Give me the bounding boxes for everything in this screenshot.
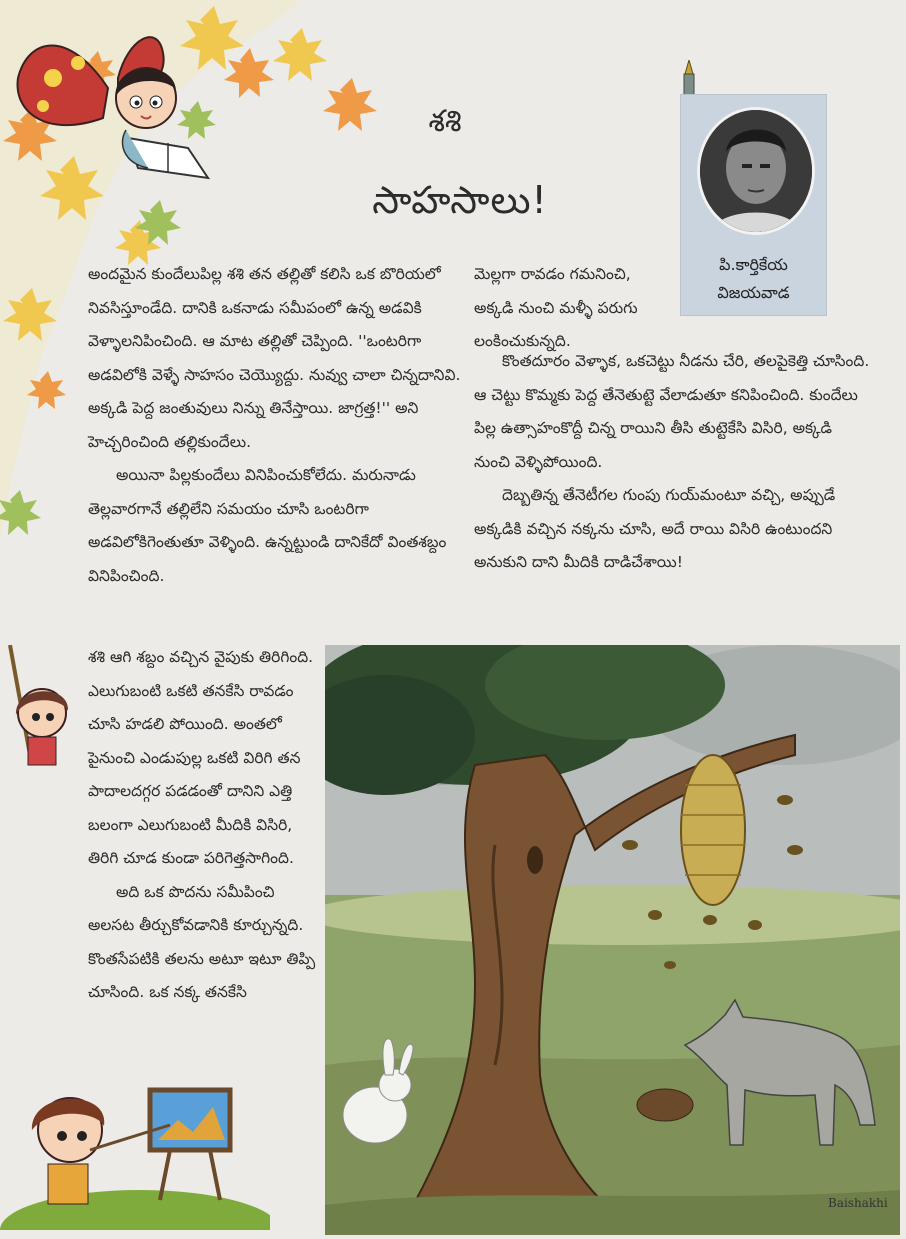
reading-girl-illustration [8,18,218,188]
text-column-left [88,258,466,593]
author-name: పి.కార్తికేయ [719,255,788,274]
story-illustration [325,645,900,1235]
painter-easel-illustration [0,1080,270,1230]
text-column-right-top [474,258,674,359]
illustrator-signature: Baishakhi [828,1196,888,1210]
paragraph: అయినా పిల్లకుందేలు వినిపించుకోలేదు. మరునాడు తెల్లవారగానే తల్లిలేని సమయం చూసి ఒంటరిగా అడవిలోకిగెంతుతూ వెళ్ళింది. ఉన్నట్టుండి దానికేదో వింతశబ్దం వినిపించింది. [88,466,447,585]
author-city: విజయవాడ [717,283,790,302]
painter-girl-icon [4,645,74,770]
author-box [680,94,827,316]
text-column-right [474,345,870,580]
paragraph: మెల్లగా రావడం గమనించి, అక్కడి నుంచి మళ్ళీ పరుగు లంకించుకున్నది. [474,265,638,350]
author-photo [697,107,815,235]
paragraph: దెబ్బతిన్న తేనెటీగల గుంపు గుయ్‌మంటూ వచ్చి, అప్పుడే అక్కడికి వచ్చిన నక్కను చూసి, అదే రాయి విసిరి ఉంటుందని అనుకుని దాని మీదికి దాడిచేశాయి! [474,486,836,571]
text-column-left-narrow [88,641,316,1010]
paragraph: కొంతదూరం వెళ్ళాక, ఒకచెట్టు నీడను చేరి, తలపైకెత్తి చూసింది. ఆ చెట్టు కొమ్మకు పెద్ద తేనెతుట్టె వేలాడుతూ కనిపించింది. కుందేలు పిల్ల ఉత్సాహంకొద్దీ చిన్న రాయిని తీసి తుట్టెకేసి విసిరి, అక్కడి నుంచి వెళ్ళిపోయింది. [474,352,870,471]
paragraph: అది ఒక పొదను సమీపించి అలసట తీర్చుకోవడానికి కూర్చున్నది. కొంతసేపటికి తలను అటూ ఇటూ తిప్పి చూసింది. ఒక నక్క తనకేసి [88,882,316,1001]
paragraph: అందమైన కుందేలుపిల్ల శశి తన తల్లితో కలిసి ఒక బొరియలో నివసిస్తూండేది. దానికి ఒకనాడు సమీపంలో ఉన్న అడవికి వెళ్ళాలనిపించింది. ఆ మాట తల్లితో చెప్పింది. ''ఒంటరిగా అడవిలోకి వెళ్ళే సాహసం చెయ్యొద్దు. నువ్వు చాలా చిన్నదానివి. అక్కడి పెద్ద జంతువులు నిన్ను తినేస్తాయి. జాగ్రత్త!'' అని హెచ్చరించింది తల్లికుందేలు. [88,265,461,451]
paragraph: శశి ఆగి శబ్దం వచ్చిన వైపుకు తిరిగింది. ఎలుగుబంటి ఒకటి తనకేసి రావడం చూసి హడలి పోయింది. అంతలో పైనుంచి ఎండుపుల్ల ఒకటి విరిగి తన పాదాలదగ్గర పడడంతో దానిని ఎత్తి బలంగా ఎలుగుబంటి మీదికి విసిరి, తిరిగి చూడ కుండా పరిగెత్తసాగింది. [88,648,314,867]
story-title-name: శశి [428,104,462,139]
story-title: సాహసాలు! [372,178,548,222]
